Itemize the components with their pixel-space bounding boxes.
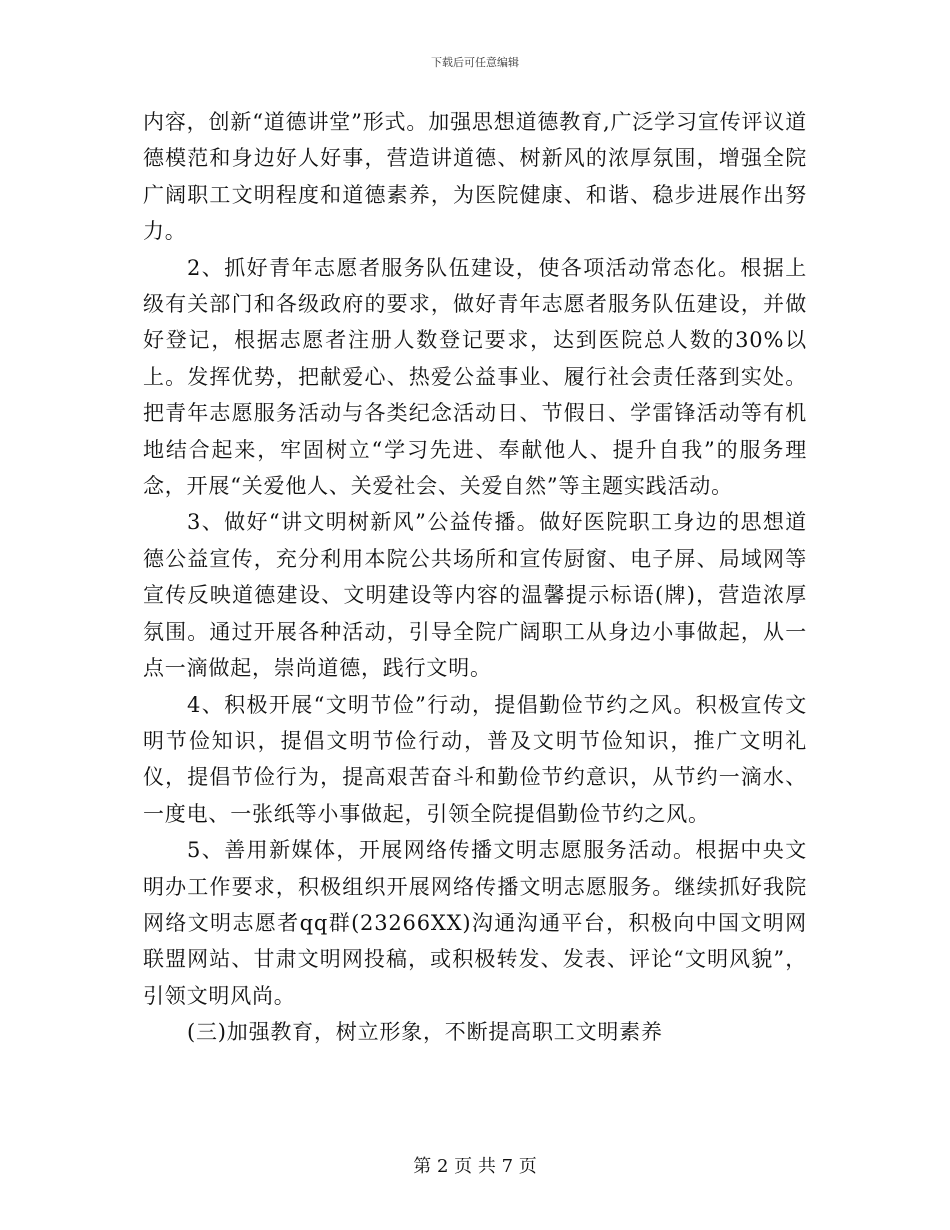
header-note: 下载后可任意编辑 <box>431 56 519 69</box>
paragraph-frugality: 4、积极开展“文明节俭”行动，提倡勤俭节约之风。积极宣传文明节俭知识，提倡文明节俭行动，普及文明节俭知识，推广文明礼仪，提倡节俭行为，提高艰苦奋斗和勤俭节约意识，从节约一滴水、一度电、一张纸等小事做起，引领全院提倡勤俭节约之风。 <box>143 692 807 826</box>
section-heading-education: (三)加强教育，树立形象，不断提高职工文明素养 <box>187 1020 663 1045</box>
paragraph-new-media: 5、善用新媒体，开展网络传播文明志愿服务活动。根据中央文明办工作要求，积极组织开展网络传播文明志愿服务。继续抓好我院网络文明志愿者qq群(23266XX)沟通沟通平台，积极向中国文明网联盟网站、甘肃文明网投稿，或积极转发、发表、评论“文明风貌”，引领文明风尚。 <box>143 838 807 1008</box>
paragraph-volunteer-team: 2、抓好青年志愿者服务队伍建设，使各项活动常态化。根据上级有关部门和各级政府的要求，做好青年志愿者服务队伍建设，并做好登记，根据志愿者注册人数登记要求，达到医院总人数的30%以上。发挥优势，把献爱心、热爱公益事业、履行社会责任落到实处。把青年志愿服务活动与各类纪念活动日、节假日、学雷锋活动等有机地结合起来，牢固树立“学习先进、奉献他人、提升自我”的服务理念，开展“关爱他人、关爱社会、关爱自然”等主题实践活动。 <box>143 255 807 499</box>
document-body <box>143 104 807 1051</box>
page-number: 第 2 页 共 7 页 <box>413 1156 537 1177</box>
paragraph-continuation: 内容，创新“道德讲堂”形式。加强思想道德教育,广泛学习宣传评议道德模范和身边好人好事，营造讲道德、树新风的浓厚氛围，增强全院广阔职工文明程度和道德素养，为医院健康、和谐、稳步进展作出努力。 <box>143 110 807 244</box>
paragraph-public-promotion: 3、做好“讲文明树新风”公益传播。做好医院职工身边的思想道德公益宣传，充分利用本院公共场所和宣传厨窗、电子屏、局域网等宣传反映道德建设、文明建设等内容的温馨提示标语(牌)，营造浓厚氛围。通过开展各种活动，引导全院广阔职工从身边小事做起，从一点一滴做起，崇尚道德，践行文明。 <box>143 510 807 681</box>
